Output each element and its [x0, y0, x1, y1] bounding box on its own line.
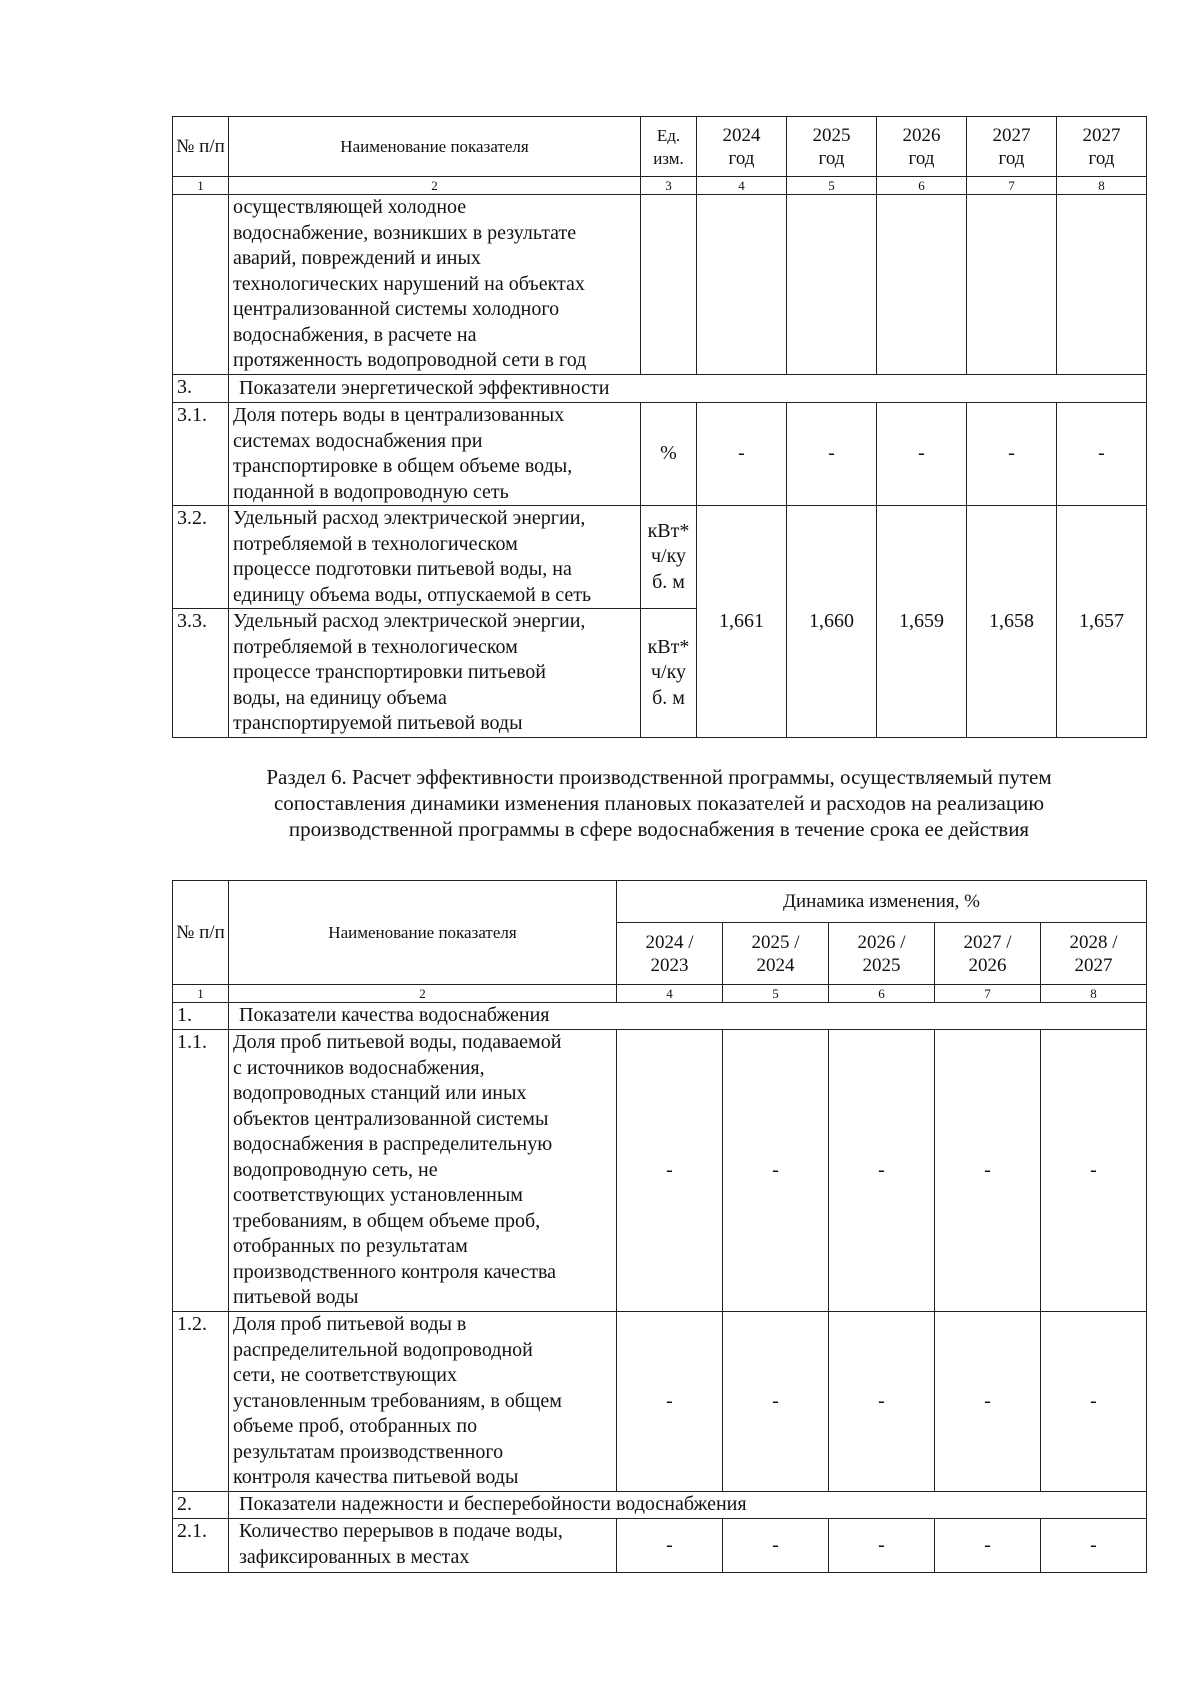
- colnum: 2: [229, 985, 617, 1003]
- value-cell: -: [935, 1030, 1041, 1312]
- header-year-5: 2027 год: [1057, 117, 1147, 177]
- row-num: 1.1.: [173, 1030, 229, 1312]
- section-title: Показатели энергетической эффективности: [229, 375, 1147, 403]
- header-year-2: 2025 год: [787, 117, 877, 177]
- value-cell: -: [617, 1519, 723, 1573]
- row-num: 1.2.: [173, 1312, 229, 1492]
- value-cell: 1,657: [1057, 506, 1147, 738]
- value-cell: -: [723, 1312, 829, 1492]
- colnum: 8: [1057, 177, 1147, 195]
- indicators-table-1: [172, 116, 1147, 738]
- row-text: Удельный расход электрической энергии, потребляемой в технологическом процессе подготовки питьевой воды, на единицу объема воды, отпускаемой в сеть: [229, 506, 641, 609]
- colnum: 5: [787, 177, 877, 195]
- section-num: 1.: [173, 1003, 229, 1030]
- table-row-2-1: [173, 1519, 1147, 1573]
- header-period-4: 2027 / 2026: [935, 923, 1041, 985]
- section-6-title: [172, 764, 1146, 842]
- value-cell: -: [723, 1030, 829, 1312]
- colnum: 1: [173, 985, 229, 1003]
- row-unit: кВт* ч/ку б. м: [641, 609, 697, 738]
- table-row-1-2: [173, 1312, 1147, 1492]
- value-cell: -: [1041, 1312, 1147, 1492]
- header-name: Наименование показателя: [229, 881, 617, 985]
- row-text: Доля потерь воды в централизованных системах водоснабжения при транспортировке в общем объеме воды, поданной в водопроводную сеть: [229, 403, 641, 506]
- title-line: сопоставления динамики изменения плановых показателей и расходов на реализацию: [273, 791, 1045, 815]
- indicators-table-2: [172, 880, 1147, 1573]
- table-row-3-1: [173, 403, 1147, 506]
- colnum: 6: [877, 177, 967, 195]
- value-cell: 1,659: [877, 506, 967, 738]
- value-cell: -: [829, 1312, 935, 1492]
- value-cell: -: [697, 403, 787, 506]
- header-period-1: 2024 / 2023: [617, 923, 723, 985]
- title-line: Раздел 6. Расчет эффективности производственной программы, осуществляемый путем: [266, 765, 1052, 789]
- header-year-3: 2026 год: [877, 117, 967, 177]
- colnum: 5: [723, 985, 829, 1003]
- colnum: 3: [641, 177, 697, 195]
- value-cell: -: [829, 1030, 935, 1312]
- header-period-5: 2028 / 2027: [1041, 923, 1147, 985]
- value-cell: -: [723, 1519, 829, 1573]
- header-year-1: 2024 год: [697, 117, 787, 177]
- section-row-1: [173, 1003, 1147, 1030]
- header-period-2: 2025 / 2024: [723, 923, 829, 985]
- value-cell: -: [787, 403, 877, 506]
- value-cell: -: [1041, 1030, 1147, 1312]
- header-num: № п/п: [173, 881, 229, 985]
- row-num: 2.1.: [173, 1519, 229, 1573]
- table1-header-row: [173, 117, 1147, 177]
- row-num: 3.1.: [173, 403, 229, 506]
- colnum: 1: [173, 177, 229, 195]
- section-title: Показатели качества водоснабжения: [229, 1003, 1147, 1030]
- colnum: 7: [967, 177, 1057, 195]
- table-row-continuation: [173, 195, 1147, 375]
- section-title: Показатели надежности и бесперебойности водоснабжения: [229, 1492, 1147, 1519]
- value-cell: -: [935, 1519, 1041, 1573]
- title-line: производственной программы в сфере водоснабжения в течение срока ее действия: [288, 817, 1030, 841]
- value-cell: -: [1057, 403, 1147, 506]
- row-num: 3.3.: [173, 609, 229, 738]
- row-text: Удельный расход электрической энергии, потребляемой в технологическом процессе транспортировки питьевой воды, на единицу объема транспортируемой питьевой воды: [229, 609, 641, 738]
- section-row-2: [173, 1492, 1147, 1519]
- section-num: 3.: [173, 375, 229, 403]
- colnum: 8: [1041, 985, 1147, 1003]
- value-cell: -: [829, 1519, 935, 1573]
- table2-header-row: [173, 881, 1147, 923]
- value-cell: 1,660: [787, 506, 877, 738]
- value-cell: -: [967, 403, 1057, 506]
- colnum: 7: [935, 985, 1041, 1003]
- colnum: 4: [617, 985, 723, 1003]
- value-cell: -: [617, 1030, 723, 1312]
- value-cell: 1,658: [967, 506, 1057, 738]
- row-unit: %: [641, 403, 697, 506]
- header-period-3: 2026 / 2025: [829, 923, 935, 985]
- colnum: 6: [829, 985, 935, 1003]
- value-cell: -: [1041, 1519, 1147, 1573]
- table-row-3-2: [173, 506, 1147, 609]
- header-num: № п/п: [173, 117, 229, 177]
- value-cell: -: [877, 403, 967, 506]
- row-num: 3.2.: [173, 506, 229, 609]
- value-cell: -: [617, 1312, 723, 1492]
- colnum: 2: [229, 177, 641, 195]
- value-cell: 1,661: [697, 506, 787, 738]
- header-unit: Ед. изм.: [641, 117, 697, 177]
- colnum: 4: [697, 177, 787, 195]
- table1-column-numbers: [173, 177, 1147, 195]
- row-text: Доля проб питьевой воды в распределительной водопроводной сети, не соответствующих установленным требованиям, в общем объеме проб, отобранных по результатам производственного контроля качества питьевой воды: [229, 1312, 617, 1492]
- row-text: Доля проб питьевой воды, подаваемой с источников водоснабжения, водопроводных станций или иных объектов централизованной системы водоснабжения в распределительную водопроводную сеть, не соответствующих установленным требованиям, в общем объеме проб, отобранных по результатам производственного контроля качества питьевой воды: [229, 1030, 617, 1312]
- header-year-4: 2027 год: [967, 117, 1057, 177]
- table-row-1-1: [173, 1030, 1147, 1312]
- row-text: Количество перерывов в подаче воды, зафиксированных в местах: [229, 1519, 617, 1573]
- value-cell: -: [935, 1312, 1041, 1492]
- section-num: 2.: [173, 1492, 229, 1519]
- section-row-3: [173, 375, 1147, 403]
- header-dynamics: Динамика изменения, %: [617, 881, 1147, 923]
- row-unit: кВт* ч/ку б. м: [641, 506, 697, 609]
- row-text: осуществляющей холодное водоснабжение, возникших в результате аварий, повреждений и иных технологических нарушений на объектах централизованной системы холодного водоснабжения, в расчете на протяженность водопроводной сети в год: [229, 195, 641, 375]
- table2-column-numbers: [173, 985, 1147, 1003]
- header-name: Наименование показателя: [229, 117, 641, 177]
